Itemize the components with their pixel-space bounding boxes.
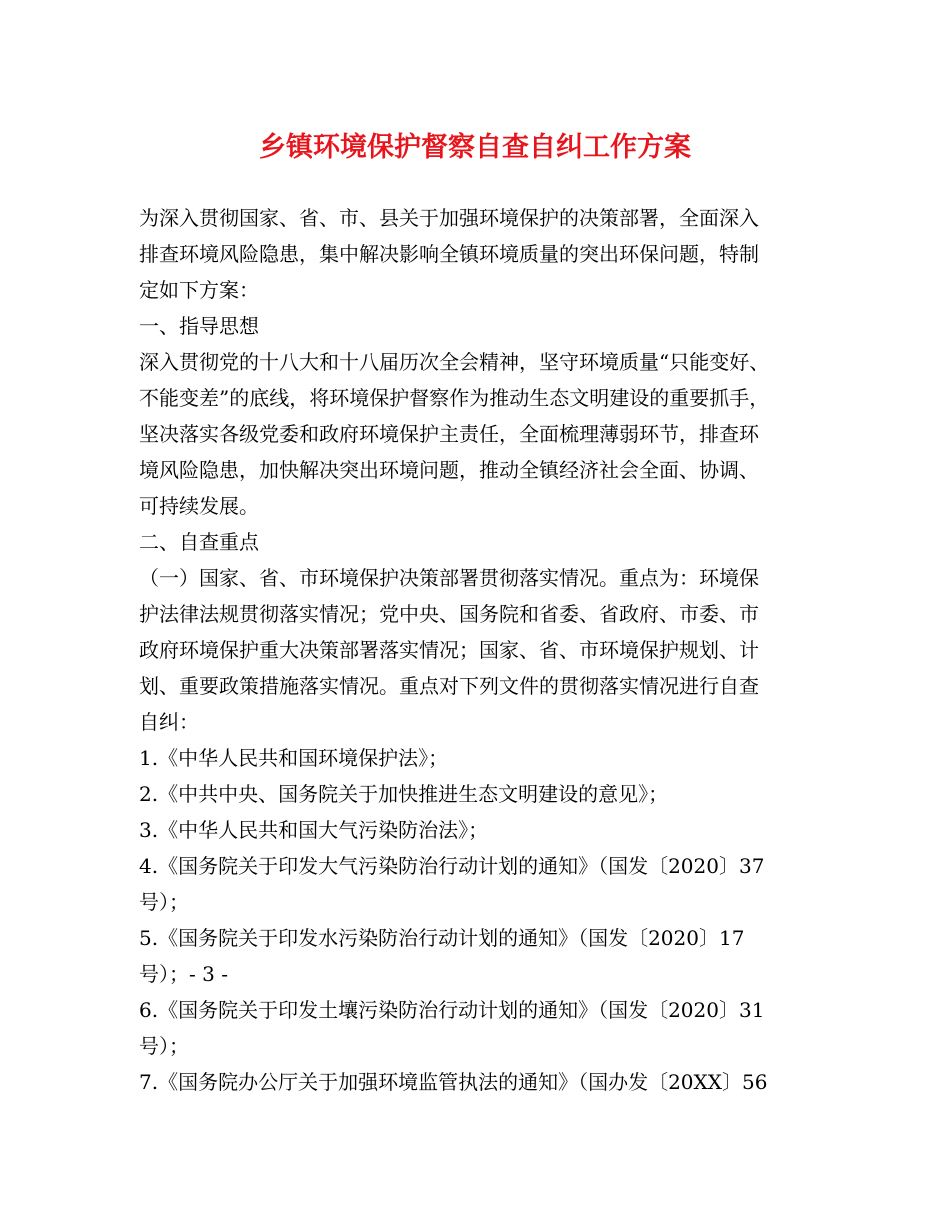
text-line: 深入贯彻党的十八大和十八届历次全会精神，坚守环境质量“只能变好、 <box>139 350 770 374</box>
text-line: 坚决落实各级党委和政府环境保护主责任，全面梳理薄弱环节，排查环 <box>139 422 759 446</box>
text-line: 4.《国务院关于印发大气污染防治行动计划的通知》（国发〔2020〕37 <box>139 854 765 878</box>
text-line: 护法律法规贯彻落实情况；党中央、国务院和省委、省政府、市委、市 <box>139 602 759 626</box>
text-line: 不能变差”的底线，将环境保护督察作为推动生态文明建设的重要抓手， <box>139 386 770 410</box>
text-line: 5.《国务院关于印发水污染防治行动计划的通知》（国发〔2020〕17 <box>139 926 745 950</box>
text-line: 号）；- 3 - <box>139 962 228 986</box>
text-line: 自纠： <box>139 710 199 734</box>
text-line: （一）国家、省、市环境保护决策部署贯彻落实情况。重点为：环境保 <box>139 566 759 590</box>
text-line: 定如下方案： <box>139 278 259 302</box>
text-line: 一、指导思想 <box>139 314 259 338</box>
text-line: 为深入贯彻国家、省、市、县关于加强环境保护的决策部署，全面深入 <box>139 206 759 230</box>
text-line: 6.《国务院关于印发土壤污染防治行动计划的通知》（国发〔2020〕31 <box>139 998 765 1022</box>
text-line: 境风险隐患，加快解决突出环境问题，推动全镇经济社会全面、协调、 <box>139 458 759 482</box>
text-line: 2.《中共中央、国务院关于加快推进生态文明建设的意见》； <box>139 782 669 806</box>
text-line: 号）； <box>139 1034 189 1058</box>
text-line: 3.《中华人民共和国大气污染防治法》； <box>139 818 489 842</box>
text-line: 排查环境风险隐患，集中解决影响全镇环境质量的突出环保问题，特制 <box>139 242 759 266</box>
text-line: 号）； <box>139 890 189 914</box>
document-body <box>139 200 819 1100</box>
document-title: 乡镇环境保护督察自查自纠工作方案 <box>259 132 691 163</box>
text-line: 1.《中华人民共和国环境保护法》； <box>139 746 449 770</box>
text-line: 二、自查重点 <box>139 530 259 554</box>
text-line: 7.《国务院办公厅关于加强环境监管执法的通知》（国办发〔20XX〕56 <box>139 1070 768 1094</box>
text-line: 划、重要政策措施落实情况。重点对下列文件的贯彻落实情况进行自查 <box>139 674 759 698</box>
text-line: 政府环境保护重大决策部署落实情况；国家、省、市环境保护规划、计 <box>139 638 759 662</box>
text-line: 可持续发展。 <box>139 494 259 518</box>
